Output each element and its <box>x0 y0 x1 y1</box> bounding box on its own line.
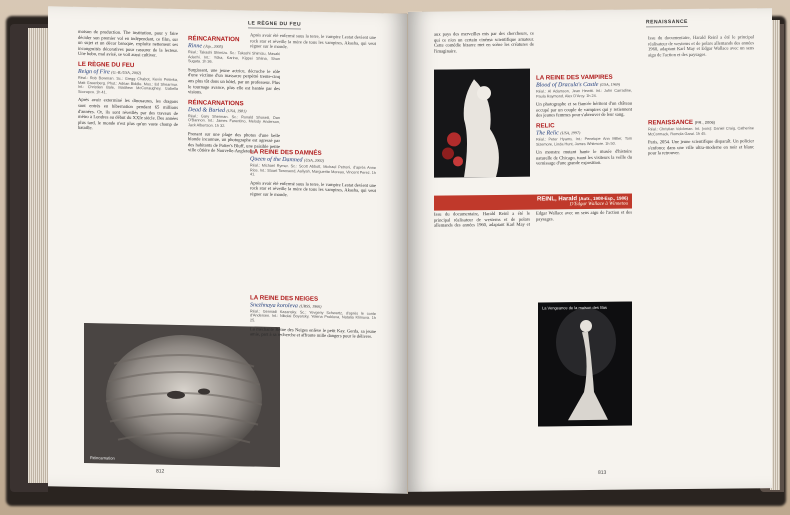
center-column <box>250 32 376 341</box>
right-column-3 <box>648 34 754 158</box>
vampire-photo <box>434 69 530 178</box>
reinl-film-photo <box>538 302 632 427</box>
film-credits: Réal.: Takashi Shimizu. Sc.: Takashi Shimizu, Masaki Adachi. Int.: Yûka, Karina, Kippei Shiina, Shun Sugata. 1h 36. <box>188 50 280 64</box>
film-title: Blood of Dracula's Castle (USA, 1969) <box>536 81 620 89</box>
film-credits: Réal.: Peter Hyams. Int.: Penelope Ann Miller, Tom Sizemore, Linda Hunt, James Whitmore. 1h 50. <box>536 136 632 147</box>
right-intro-text: aux pays des merveilles mis par des chercheurs, ce qui ce n'en un certain cinéma scientifique amateur. Cette comédie bizarre met en scène les créatures de l'imaginaire. <box>434 30 534 54</box>
center-body-text: Après avoir été enfermé sous la terre, le vampire Lestat devient une rock star et réveille la mère de tous les vampires, Akasha, qui veut régner sur le monde. <box>250 32 376 50</box>
dancer-figure-illustration <box>538 302 632 427</box>
section-heading: RELIC <box>536 122 555 130</box>
right-column-1 <box>434 31 534 56</box>
film-synopsis: Un photographe et sa fiancée héritent d'un château occupé par un couple de vampires qui y retiennent des jeunes femmes pour s'abreuver de leur sang. <box>536 100 632 118</box>
director-name-band: REINL, Harald (Autr., 1908-Esp., 1986) D'Edgar Wallace à Winnetou <box>434 194 632 211</box>
right-page <box>408 8 772 492</box>
film-credits: Réal.: Al Adamson, Jean Hewitt. Int.: John Carradine, Paula Raymond, Alex D'Arcy. 1h 24. <box>536 88 632 99</box>
film-credits: Réal.: Christian Volckman. Int. (voix): Daniel Craig, Catherine McCormack, Romola Garai. 1h 45. <box>648 126 754 136</box>
section-heading: LE RÈGNE DU FEU <box>78 60 135 70</box>
left-page-number: 812 <box>156 468 165 475</box>
film-title: Snezhnaya koroleva (URSS, 1966) <box>250 302 322 310</box>
film-title: Dead & Buried (USA, 1981) <box>188 106 247 114</box>
film-title: Reign of Fire (G.-B./USA, 2002) <box>78 68 142 76</box>
film-synopsis: Surgissant, une jeune actrice, décroche le rôle d'une victime d'un massacre perpétré trente-cinq ans plus tôt dans un hôtel, par un professeur. Plus le tournage avance, plus elle est hantée par des visions. <box>188 66 280 95</box>
film-title: The Relic (USA, 1997) <box>536 130 581 137</box>
director-subtitle: D'Edgar Wallace à Winnetou <box>569 201 628 208</box>
photo-caption: La Vengeance de la maison des lilas <box>542 304 607 311</box>
center-columns <box>250 10 408 491</box>
section-heading: RENAISSANCE (FR., 2006) <box>648 118 716 127</box>
left-intro-text: moison de production. The institution, pour y faire décider son premier vol en indépendant, ce film, sur un sujet et un décor baroque, exploite nettement ses incongruités décoratives pour rassurer de la lecteur. Une bobo, mal avisé, se voit aussi cultiver. <box>78 28 178 58</box>
film-credits: Réal.: Gennadi Kazansky. Sc.: Yevgeny Schwartz, d'après le conte d'Andersen. Int.: Nikolai Boyarsky, Yelena Proklova, Natalia Klimova. 1h 25. <box>250 309 376 323</box>
film-synopsis: Après avoir exterminé les dinosaures, les dragons sont entrés en hibernation pendant 65 millions d'années. Or, ils sont réveillés par des travaux de métro à Londres au début du XXIe siècle. Des années plus tard, le monde n'est plus qu'un vaste champ de bataille. <box>78 97 178 131</box>
film-credits: Réal.: Gary Sherman. Sc.: Ronald Shusett, Dan O'Bannon. Int.: James Farentino, Melody Anderson, Jack Albertson. 1h 32. <box>188 113 280 128</box>
right-running-head: RENAISSANCE <box>646 18 688 26</box>
film-synopsis: Paris, 2054. Une jeune scientifique disparaît. Un policier s'enfonce dans une ville ultra-moderne en noir et blanc pour la retrouver. <box>648 138 754 156</box>
left-column-1 <box>78 29 178 135</box>
right-column-2 <box>536 70 632 169</box>
right-column-3-text: Issu du documentaire, Harald Reinl a été le principal réalisateur de westerns et de polars allemands des années 1960, adaptant Karl May et Edgar Wallace avec un sens aigu de l'action et des paysages. <box>648 34 754 58</box>
film-synopsis: Un monstre mutant hante le musée d'histoire naturelle de Chicago, tuant les visiteurs la veille du vernissage d'une grande exposition. <box>536 148 632 166</box>
section-heading: RÉINCARNATION <box>188 35 240 44</box>
film-credits: Réal.: Rob Bowman. Sc.: Gregg Chabot, Kevin Peterka, Matt Greenberg. Phot.: Adrian Biddle. Mus.: Ed Shearmur. Int.: Christian Bale, Matthew McConaughey, Izabella Scorupco. 1h 41. <box>78 75 178 95</box>
director-banner <box>434 190 632 229</box>
film-title: Rinne (Jap., 2005) <box>188 43 223 50</box>
film-synopsis: La méchante Reine des Neiges enlève le petit Kay. Gerda, sa jeune amie, part à sa recherche et affronte mille dangers pour le délivrer. <box>250 325 376 340</box>
section-heading: LA REINE DES VAMPIRES <box>536 73 613 82</box>
photo-caption: Réincarnation <box>90 455 115 461</box>
section-heading: RÉINCARNATIONS <box>188 98 244 108</box>
director-bio: Issu du documentaire, Harald Reinl a été le principal réalisateur de westerns et de polars allemands des années 1960, adaptant Karl May et Edgar Wallace avec un sens aigu de l'action et des paysages. <box>434 209 632 228</box>
section-heading: LA REINE DES DAMNÉS <box>250 148 322 157</box>
film-title: Queen of the Damned (USA, 2002) <box>250 156 324 164</box>
page-edges-left <box>28 28 50 483</box>
film-synopsis: Prenant sur une plage des photos d'une belle blonde inconnue, un photographe est agressé par des habitants de Potter's Bluff, une paisible petite ville côtière de Nouvelle-Angleterre. <box>188 130 280 154</box>
section-heading: LA REINE DES NEIGES <box>250 294 319 303</box>
film-synopsis: Après avoir été enfermé sous la terre, le vampire Lestat devient une rock star et réveille la mère de tous les vampires, Akasha, qui veut régner sur le monde. <box>250 180 376 198</box>
left-running-head: LE RÈGNE DU FEU <box>248 20 302 28</box>
right-page-number: 813 <box>598 469 607 476</box>
vampire-figure-illustration <box>434 69 530 178</box>
film-credits: Réal.: Michael Rymer. Sc.: Scott Abbott, Michael Petroni, d'après Anne Rice. Int.: Stuart Townsend, Aaliyah, Marguerite Moreau, Vincent Perez. 1h 41. <box>250 163 376 177</box>
